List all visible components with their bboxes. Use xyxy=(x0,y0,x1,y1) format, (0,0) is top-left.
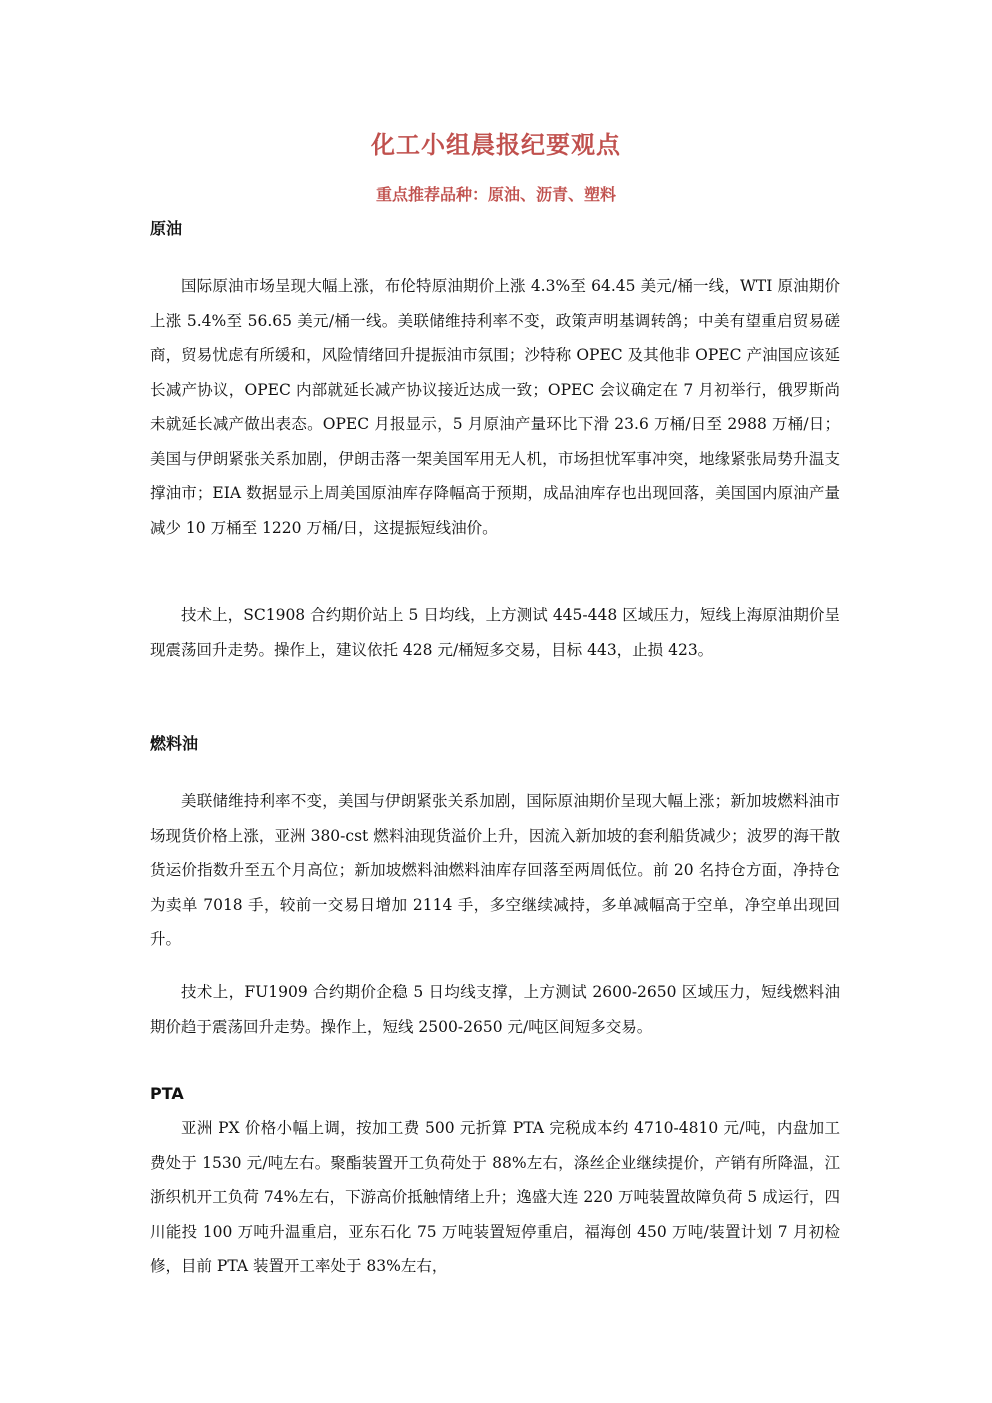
crude-paragraph-1: 国际原油市场呈现大幅上涨，布伦特原油期价上涨 4.3%至 64.45 美元/桶一线，WTI 原油期价上涨 5.4%至 56.65 美元/桶一线。美联储维持利率不变，政策声明基调转鸽；中美有望重启贸易磋商，贸易忧虑有所缓和，风险情绪回升提振油市氛围；沙特称 OPEC 及其他非 OPEC 产油国应该延长减产协议，OPEC 内部就延长减产协议接近达成一致；OPEC 会议确定在 7 月初举行，俄罗斯尚未就延长减产做出表态。OPEC 月报显示，5 月原油产量环比下滑 23.6 万桶/日至 2988 万桶/日；美国与伊朗紧张关系加剧，伊朗击落一架美国军用无人机，市场担忧军事冲突，地缘紧张局势升温支撑油市；EIA 数据显示上周美国原油库存降幅高于预期，成品油库存也出现回落，美国国内原油产量减少 10 万桶至 1220 万桶/日，这提振短线油价。 xyxy=(150,277,840,537)
document-subtitle: 重点推荐品种：原油、沥青、塑料 xyxy=(375,185,616,204)
pta-paragraph-1: 亚洲 PX 价格小幅上调，按加工费 500 元折算 PTA 完税成本约 4710-4810 元/吨，内盘加工费处于 1530 元/吨左右。聚酯装置开工负荷处于 88%左右，涤丝企业继续提价，产销有所降温，江浙织机开工负荷 74%左右，下游高价抵触情绪上升；逸盛大连 220 万吨装置故障负荷 5 成运行，四川能投 100 万吨升温重启，亚东石化 75 万吨装置短停重启，福海创 450 万吨/装置计划 7 月初检修，目前 PTA 装置开工率处于 83%左右， xyxy=(150,1119,840,1275)
fuel-oil-paragraph-1: 美联储维持利率不变，美国与伊朗紧张关系加剧，国际原油期价呈现大幅上涨；新加坡燃料油市场现货价格上涨，亚洲 380-cst 燃料油现货溢价上升，因流入新加坡的套利船货减少；波罗的海干散货运价指数升至五个月高位；新加坡燃料油燃料油库存回落至两周低位。前 20 名持仓方面，净持仓为卖单 7018 手，较前一交易日增加 2114 手，多空继续减持，多单减幅高于空单，净空单出现回升。 xyxy=(150,792,840,948)
crude-paragraph-2: 技术上，SC1908 合约期价站上 5 日均线，上方测试 445-448 区域压力，短线上海原油期价呈现震荡回升走势。操作上，建议依托 428 元/桶短多交易，目标 443，止损 423。 xyxy=(150,606,840,659)
section-heading-crude: 原油 xyxy=(150,219,183,238)
document-title: 化工小组晨报纪要观点 xyxy=(371,131,621,159)
section-heading-fuel-oil: 燃料油 xyxy=(150,734,199,753)
section-heading-pta: PTA xyxy=(150,1084,184,1103)
fuel-oil-paragraph-2: 技术上，FU1909 合约期价企稳 5 日均线支撑，上方测试 2600-2650 区域压力，短线燃料油期价趋于震荡回升走势。操作上，短线 2500-2650 元/吨区间短多交易。 xyxy=(150,983,840,1036)
